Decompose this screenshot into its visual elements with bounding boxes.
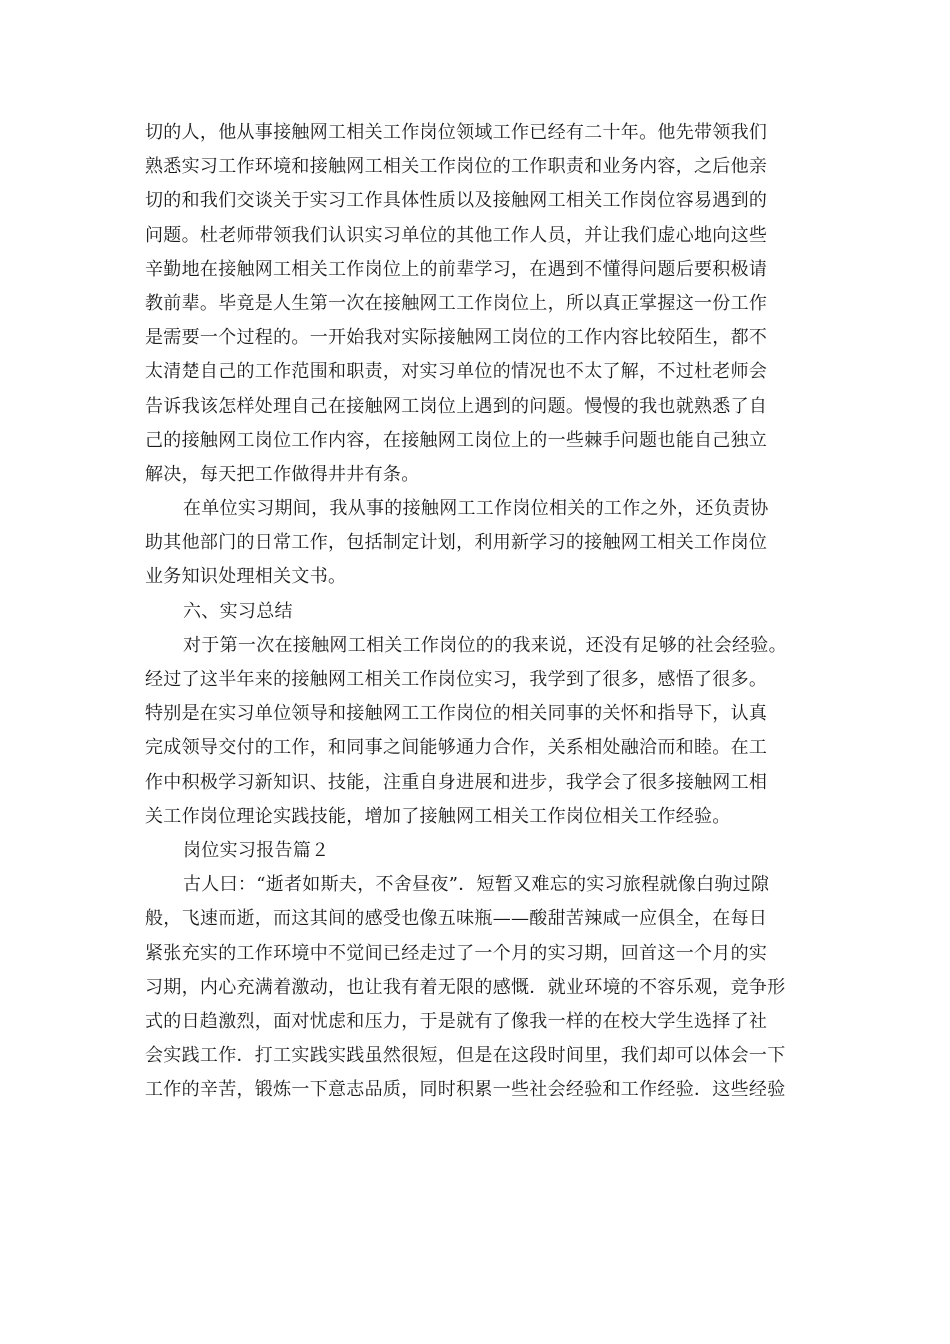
text-line: 是需要一个过程的。一开始我对实际接触网工岗位的工作内容比较陌生，都不 (145, 327, 768, 349)
text-line: 特别是在实习单位领导和接触网工工作岗位的相关同事的关怀和指导下，认真 (145, 703, 768, 725)
text-line: 解决，每天把工作做得井井有条。 (145, 463, 420, 485)
paragraph-start-line: 古人曰：“逝者如斯夫，不舍昼夜”．短暂又难忘的实习旅程就像白驹过隙 (183, 874, 770, 896)
text-line: 会实践工作．打工实践实践虽然很短，但是在这段时间里，我们却可以体会一下 (145, 1045, 786, 1067)
text-line: 切的人，他从事接触网工相关工作岗位领域工作已经有二十年。他先带领我们 (145, 122, 768, 143)
text-line: 业务知识处理相关文书。 (145, 566, 347, 588)
text-line: 经过了这半年来的接触网工相关工作岗位实习，我学到了很多，感悟了很多。 (145, 669, 768, 690)
text-line: 习期，内心充满着激动，也让我有着无限的感慨．就业环境的不容乐观，竞争形 (145, 976, 786, 998)
paragraph-start-line: 在单位实习期间，我从事的接触网工工作岗位相关的工作之外，还负责协 (183, 498, 769, 520)
text-line: 己的接触网工岗位工作内容，在接触网工岗位上的一些棘手问题也能自己独立 (145, 429, 768, 451)
section-heading: 六、实习总结 (183, 600, 293, 622)
text-line: 式的日趋激烈，面对忧虑和压力，于是就有了像我一样的在校大学生选择了社 (145, 1010, 768, 1032)
text-line: 熟悉实习工作环境和接触网工相关工作岗位的工作职责和业务内容，之后他亲 (145, 156, 768, 178)
text-line: 切的和我们交谈关于实习工作具体性质以及接触网工相关工作岗位容易遇到的 (145, 190, 768, 212)
text-line: 般，飞速而逝，而这其间的感受也像五味瓶——酸甜苦辣咸一应俱全，在每日 (145, 908, 768, 930)
text-line: 太清楚自己的工作范围和职责，对实习单位的情况也不太了解，不过杜老师会 (145, 361, 768, 383)
text-line: 紧张充实的工作环境中不觉间已经走过了一个月的实习期，回首这一个月的实 (145, 942, 768, 964)
article-heading: 岗位实习报告篇２ (183, 839, 330, 861)
text-line: 问题。杜老师带领我们认识实习单位的其他工作人员，并让我们虚心地向这些 (145, 224, 768, 246)
text-line: 告诉我该怎样处理自己在接触网工岗位上遇到的问题。慢慢的我也就熟悉了自 (145, 395, 768, 417)
document-body (145, 116, 825, 1107)
text-line: 作中积极学习新知识、技能，注重自身进展和进步，我学会了很多接触网工相 (145, 771, 768, 793)
paragraph-start-line: 对于第一次在接触网工相关工作岗位的的我来说，还没有足够的社会经验。 (183, 634, 787, 656)
text-line: 工作的辛苦，锻炼一下意志品质，同时积累一些社会经验和工作经验．这些经验 (145, 1079, 786, 1101)
text-line: 辛勤地在接触网工相关工作岗位上的前辈学习，在遇到不懂得问题后要积极请 (145, 258, 768, 280)
text-line: 教前辈。毕竟是人生第一次在接触网工工作岗位上，所以真正掌握这一份工作 (145, 292, 768, 314)
text-line: 完成领导交付的工作，和同事之间能够通力合作，关系相处融洽而和睦。在工 (145, 737, 768, 759)
text-line: 助其他部门的日常工作，包括制定计划，利用新学习的接触网工相关工作岗位 (145, 532, 768, 554)
text-line: 关工作岗位理论实践技能，增加了接触网工相关工作岗位相关工作经验。 (145, 805, 731, 827)
